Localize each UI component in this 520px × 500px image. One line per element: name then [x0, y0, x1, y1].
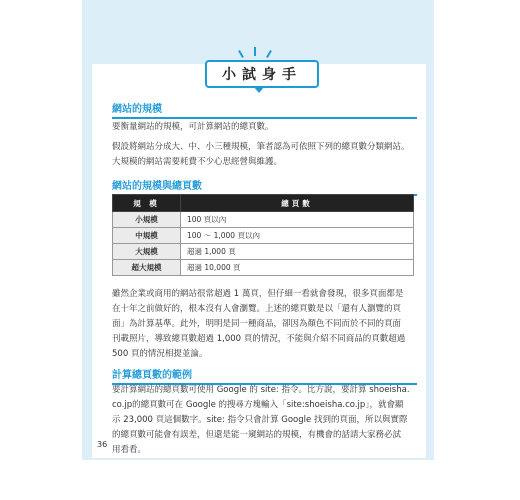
paragraph-line: 500 頁的情況相提並論。	[112, 349, 208, 359]
table-cell: 超過 1,000 頁	[181, 244, 414, 260]
table-header-row	[113, 195, 414, 212]
paragraph-line: 刊載照片，導致總頁數超過 1,000 頁的情況，不能與介紹不同商品的頁數超過	[112, 334, 406, 344]
table-cell: 中規模	[113, 228, 181, 244]
table-cell: 大規模	[113, 244, 181, 260]
title-pointer-icon	[253, 86, 265, 93]
paragraph-line: 要計算網站的總頁數可使用 Google 的 site: 指令。比方說，要計算 shoeisha.	[112, 385, 410, 395]
paragraph-line: 面」為計算基準。此外，明明是同一種商品，卻因為顏色不同而於不同的頁面	[112, 319, 402, 329]
page-number: 36	[97, 440, 108, 449]
paragraph: 要衡量網站的規模，可計算網站的總頁數。	[112, 122, 274, 132]
paragraph: 大規模的網站需要耗費不少心思經營與維護。	[112, 157, 283, 167]
section-heading-scale-and-pages: 網站的規模與總頁數	[112, 177, 417, 196]
table-header-cell: 規 模	[113, 195, 181, 212]
page-title: 小試身手	[222, 67, 302, 83]
section-heading-example: 計算總頁數的範例	[112, 366, 417, 385]
table-header-cell: 總頁數	[181, 195, 414, 212]
paragraph-line: 的總頁數可能會有誤差，但還是能一窺網站的規模，有機會的話請大家務必試	[112, 430, 402, 440]
scale-table	[112, 194, 414, 276]
paragraph-line: 示 23,000 頁這個數字。site: 指令只會計算 Google 找到的頁面，所以與實際	[112, 415, 408, 425]
table-cell: 超大規模	[113, 260, 181, 276]
table-row	[113, 212, 414, 228]
title-tick-center	[254, 47, 256, 56]
paragraph-line: co.jp的總頁數可在 Google 的搜尋方塊輸入「site:shoeisha.co.jp」，就會顯	[112, 400, 404, 410]
title-box	[205, 60, 319, 88]
paragraph-line: 用看看。	[112, 445, 147, 455]
paragraph: 假設將網站分成大、中、小三種規模，筆者認為可依照下列的總頁數分類網站。	[112, 142, 410, 152]
table-row	[113, 260, 414, 276]
table-row	[113, 228, 414, 244]
paragraph-line: 在十年之前做好的，根本沒有人會瀏覽。上述的總頁數是以「還有人瀏覽的頁	[112, 304, 402, 314]
table-row	[113, 244, 414, 260]
table-cell: 小規模	[113, 212, 181, 228]
table-cell: 100 頁以內	[181, 212, 414, 228]
table-cell: 100 〜 1,000 頁以內	[181, 228, 414, 244]
table-cell: 超過 10,000 頁	[181, 260, 414, 276]
section-heading-site-scale: 網站的規模	[112, 100, 417, 119]
paragraph-line: 雖然企業或商用的網站很常超過 1 萬頁，但仔細一看就會發現，很多頁面都是	[112, 289, 404, 299]
